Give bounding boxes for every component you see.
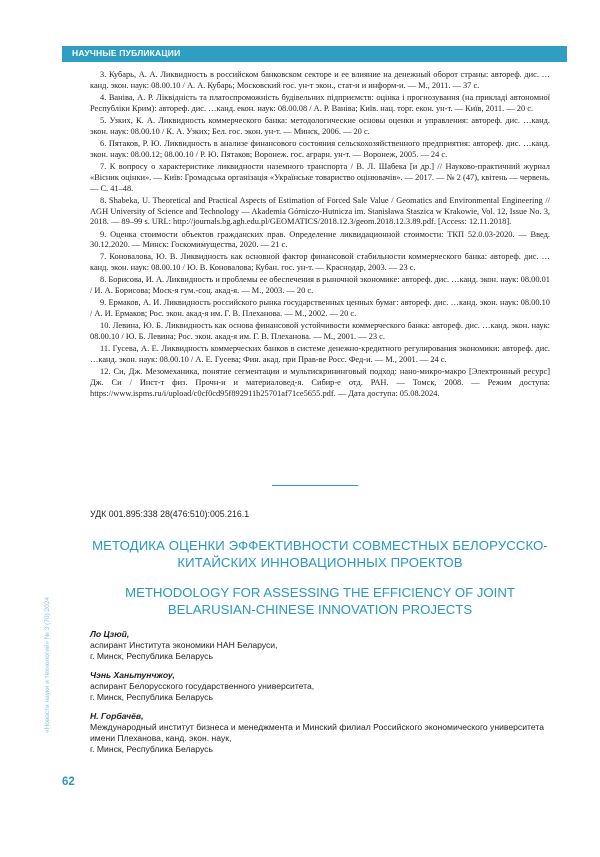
author-name: Ло Цзюй,: [90, 629, 130, 639]
author-block: [90, 670, 550, 703]
reference-item: 5. Узких, К. А. Ликвидность коммерческого банка: методологические основы оценки и управления: автореф. дис. …канд. экон. наук: 08.00.10 / К. А. Узких; Бел. гос. экон. ун-т. — Минск, 2006. — 20 с.: [90, 115, 550, 136]
section-divider: [272, 485, 358, 486]
reference-item: 10. Левина, Ю. Б. Ликвидность как основа финансовой устойчивости коммерческого банка: автореф. дис. …канд. экон. наук: 08.00.10 / Ю. Б. Левина; Рос. экон. акад-я им. Г. В. Плеханова. — М., 2001. — 23 с.: [90, 321, 550, 342]
reference-item: 11. Гусева, А. Е. Ликвидность коммерческих банков в системе денежно-кредитного регулирования экономики: автореф. дис. …канд. экон. наук: 08.00.10 / А. Е. Гусева; Фин. акад. при Прав-ве Росс. Фед-и. — М., 2001. — 24 с.: [90, 344, 550, 365]
reference-item: 8. Shabeka, U. Theoretical and Practical Aspects of Estimation of Forced Sale Value / Geomatics and Environmental Engineering // AGH University of Science and Technology — Akademia Górniczo-Hutnicza im. Stanisława Staszica w Krakowie, Vol. 12, Issue No. 3, 2018. — 89–99 s. URL: http://journals.bg.agh.edu.pl/GEOMATICS/2018.12.3/geom.2018.12.3.89.pdf. [Access: 12.11.2018].: [90, 195, 550, 227]
author-affiliation: аспирант Белорусского государственного университета,: [90, 681, 315, 691]
author-name: Н. Горбачёв,: [90, 711, 144, 721]
author-location: г. Минск, Республика Беларусь: [90, 651, 213, 661]
udc-code: УДК 001.895:338 28(476:510):005.216.1: [90, 509, 250, 519]
author-affiliation: аспирант Института экономики НАН Беларуси,: [90, 640, 278, 650]
author-location: г. Минск, Республика Беларусь: [90, 692, 213, 702]
reference-item: 8. Борисова, И. А. Ликвидность и проблемы ее обеспечения в рыночной экономике: автореф. дис. …канд. экон. наук: 08.00.01 / И. А. Борисова; Моск-я гум.-соц. акад-я. — М., 2003. — 20 с.: [90, 275, 550, 296]
page-number: 62: [62, 776, 75, 788]
reference-item: 12. Си, Дж. Мезомеханика, понятие сегментации и мультискрининговый подход: нано-микро-макро [Электронный ресурс] Дж. Си / Инст-т физ. Прочн-и и материаловед-я. Сибир-е отд. РАН. — Томск, 2008. — Режим доступа: https://www.ispms.ru/i/upload/c0cf0cd95f892911b25701af71ce5655.pdf. — Дата доступа: 05.08.2024.: [90, 367, 550, 398]
author-name: Чэнь Ханьтунчжоу,: [90, 670, 175, 680]
section-title: НАУЧНЫЕ ПУБЛИКАЦИИ: [72, 48, 181, 58]
reference-item: 3. Кубарь, А. А. Ликвидность в российском банковском секторе и ее влияние на денежный оборот страны: автореф. дис. …канд. экон. наук: 08.00.10 / А. А. Кубарь; Московский гос. ун-т экон., стат-и и информ-и. — М., 2011. — 37 с.: [90, 70, 550, 90]
reference-item: 6. Пятаков, Р. Ю. Ликвидность в анализе финансового состояния сельскохозяйственного предприятия: автореф. дис. …канд. экон. наук: 08.00.12; 08.00.10 / Р. Ю. Пятаков; Воронеж. гос. аграрн. ун-т. — Воронеж, 2005. — 24 с.: [90, 138, 550, 159]
reference-item: 7. К вопросу о характеристике ликвидности наземного транспорта / В. Л. Шабека [и др.] // Науково-практичний журнал «Вісник оцінки». — Київ: Громадська організація «Українське товариство оцінювачів». — 2017. — № 2 (47), квітень — червень. — С. 41–48.: [90, 161, 550, 193]
reference-item: 9. Ермаков, А. И. Ликвидность российского рынка государственных ценных бумаг: автореф. дис. …канд. экон. наук: 08.00.10 / А. И. Ермаков; Рос. экон. акад-я им. Г. В. Плеханова. — М., 2002. — 20 с.: [90, 298, 550, 319]
reference-item: 9. Оценка стоимости объектов гражданских прав. Определение ликвидационной стоимости: ТКП 52.0.03-2020. — Введ. 30.12.2020. — Минск: Госкомимущества, 2020. — 21 с.: [90, 229, 550, 250]
article-title-ru: МЕТОДИКА ОЦЕНКИ ЭФФЕКТИВНОСТИ СОВМЕСТНЫХ БЕЛОРУССКО-КИТАЙСКИХ ИННОВАЦИОННЫХ ПРОЕКТОВ: [92, 538, 548, 570]
author-block: [90, 629, 550, 662]
journal-sidebar-label: «Новости науки и технологий» № 3 (70) 2024: [44, 597, 51, 733]
reference-list: [90, 70, 550, 401]
author-block: [90, 711, 550, 755]
article-title-en: METHODOLOGY FOR ASSESSING THE EFFICIENCY OF JOINT BELARUSIAN-CHINESE INNOVATION PROJECTS: [125, 585, 515, 617]
author-list: [90, 629, 550, 763]
author-affiliation: Международный институт бизнеса и менеджмента и Минский филиал Российского экономического университета имени Плеханова, канд. экон. наук,: [90, 722, 544, 743]
reference-item: 7. Коновалова, Ю. В. Ликвидность как основной фактор финансовой стабильности коммерческого банка: автореф. дис. …канд. экон. наук: 08.00.10 / Ю. В. Коновалова; Кубан. гос. ун-т. — Краснодар, 2003. — 23 с.: [90, 252, 550, 273]
reference-item: 4. Ванiва, А. Р. Ліквідність та платоспроможність будівельних підприємств: оцінка і прогнозування (на прикладі автономної Республіки Крим): автореф. дис. …канд. екон. наук: 08.00.08 / А. Р. Ванiва; Київ. нац. торг. екон. ун-т. — Київ, 2011. — 20 с.: [90, 92, 550, 113]
author-location: г. Минск, Республика Беларусь: [90, 744, 213, 754]
